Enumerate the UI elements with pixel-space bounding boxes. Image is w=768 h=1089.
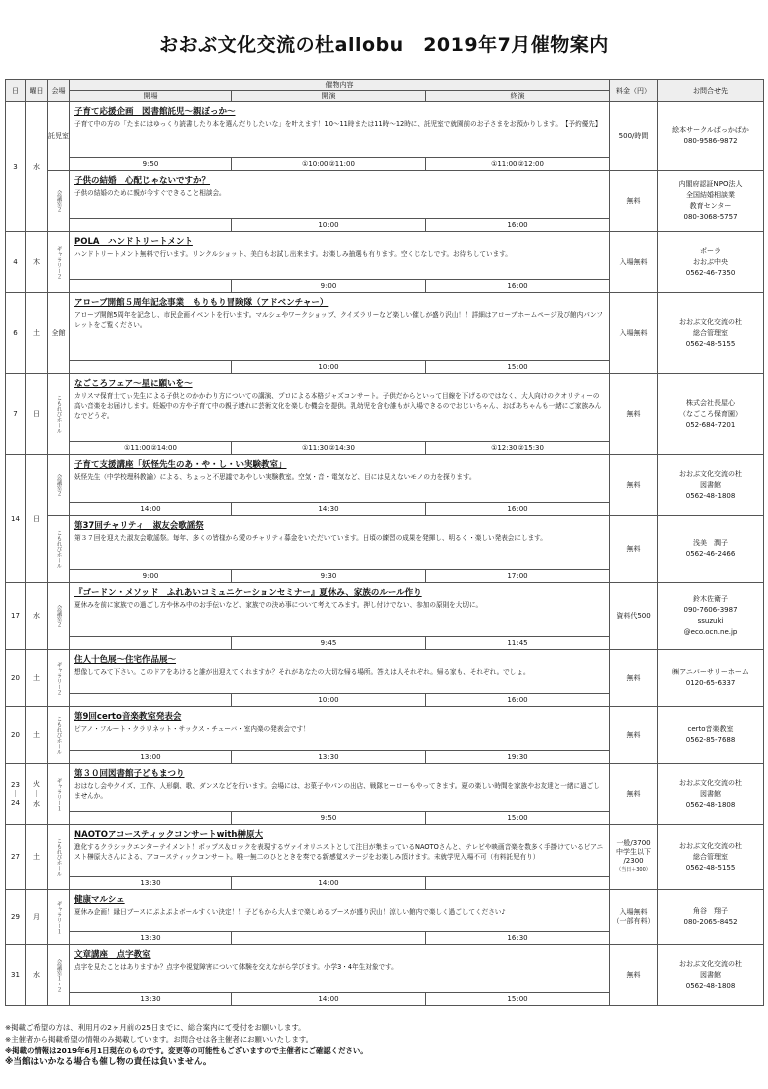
event-venue xyxy=(48,583,70,650)
footer-notes xyxy=(5,1022,763,1068)
event-fee xyxy=(610,374,658,455)
contact-line: 080-9586-9872 xyxy=(683,137,738,145)
contact-line: 鈴木佐衛子 xyxy=(693,595,729,603)
event-time-end: ①12:30②15:30 xyxy=(426,442,610,455)
event-time-end: 16:00 xyxy=(426,280,610,293)
event-description: 第３７回を迎えた淑友会歌謡祭。毎年、多くの皆様から愛のチャリティ募金をいただいています。日頃の練習の成果を発揮し、明るく・楽しい発表会にします。 xyxy=(74,534,547,542)
contact-line: ポーラ xyxy=(700,246,722,255)
event-contact xyxy=(658,650,764,707)
contact-line: 角谷 翔子 xyxy=(693,907,729,915)
event-fee xyxy=(610,293,658,374)
event-time-start: 9:45 xyxy=(232,637,426,650)
event-venue-label: ギャラリー２ xyxy=(55,245,62,279)
event-venue-label: こもれびホール xyxy=(55,394,62,434)
event-venue xyxy=(48,764,70,825)
event-time-start xyxy=(232,932,426,945)
header-weekday: 曜日 xyxy=(26,80,48,102)
contact-line: 図書館 xyxy=(700,480,722,489)
contact-line: 090-7606-3987 xyxy=(683,606,738,614)
event-time-start: 13:30 xyxy=(232,751,426,764)
event-fee xyxy=(610,650,658,707)
event-title: 第9回certo音楽教室発表会 xyxy=(74,712,182,722)
event-fee xyxy=(610,102,658,171)
event-contact xyxy=(658,707,764,764)
contact-line: 0562-46-2466 xyxy=(685,550,736,558)
event-venue-label: ギャラリー２ xyxy=(55,661,62,695)
fee-line: 無料 xyxy=(626,196,641,205)
event-weekday: 土 xyxy=(26,650,48,707)
event-day: 31 xyxy=(6,945,26,1006)
contact-line: おおぶ文化交流の杜 xyxy=(679,469,743,478)
event-content xyxy=(70,374,610,442)
event-fee xyxy=(610,583,658,650)
event-weekday: 日 xyxy=(26,374,48,455)
event-description: 子供の結婚のために親が今すぐできること相談会。 xyxy=(74,189,226,197)
table-row xyxy=(6,945,764,993)
event-content xyxy=(70,650,610,694)
contact-line: @eco.ocn.ne.jp xyxy=(683,628,738,636)
event-description: 妖怪先生（中学校理科教諭）による、ちょっと不思議であやしい実験教室。空気・音・電気など、目には見えないモノの力を探ります。 xyxy=(74,473,476,481)
event-contact xyxy=(658,293,764,374)
fee-line: 入場無料 xyxy=(619,908,648,916)
event-description: ハンドトリートメント無料で行います。リンクルショット、美白もお試し出来ます。お楽しみ抽選も有ります。空くじなしです。お待ちしています。 xyxy=(74,250,512,258)
event-fee xyxy=(610,455,658,516)
event-venue-label: こもれびホール xyxy=(55,529,62,569)
event-venue-label: こもれびホール xyxy=(55,837,62,877)
event-venue-label: 会議室２ xyxy=(55,605,62,627)
event-contact xyxy=(658,455,764,516)
contact-line: おおぶ文化交流の杜 xyxy=(679,841,743,850)
fee-line: 無料 xyxy=(626,409,641,418)
fee-line: 資料代500 xyxy=(616,611,651,620)
event-time-end: 15:00 xyxy=(426,812,610,825)
table-row xyxy=(6,890,764,932)
note-1: ※掲載ご希望の方は、利用月の2ヶ月前の25日までに、総合案内にて受付をお願いします。 xyxy=(5,1023,306,1032)
contact-line: おおぶ中央 xyxy=(693,257,729,266)
event-fee xyxy=(610,825,658,890)
event-time-start: 14:00 xyxy=(232,993,426,1006)
event-venue xyxy=(48,516,70,583)
fee-line: 無料 xyxy=(626,544,641,553)
event-time-start: 10:00 xyxy=(232,694,426,707)
event-title: 第37回チャリティ 淑友会歌謡祭 xyxy=(74,521,204,531)
event-time-open: 13:00 xyxy=(70,751,232,764)
event-venue-label: こもれびホール xyxy=(55,715,62,755)
contact-line: 052-684-7201 xyxy=(685,420,736,429)
header-contact: お問合せ先 xyxy=(658,80,764,102)
contact-line: 内閣府認証NPO法人 xyxy=(678,180,743,188)
event-weekday: 日 xyxy=(26,455,48,583)
event-weekday: 木 xyxy=(26,232,48,293)
contact-line: 総合管理室 xyxy=(693,328,729,337)
event-title: 第３０回図書館子どもまつり xyxy=(74,769,185,779)
contact-line: 0562-48-5155 xyxy=(685,863,736,872)
event-venue xyxy=(48,825,70,890)
event-fee xyxy=(610,707,658,764)
event-venue xyxy=(48,455,70,516)
event-venue-label: 全館 xyxy=(51,329,66,337)
note-4: ※当館はいかなる場合も催し物の責任は負いません。 xyxy=(5,1056,212,1067)
table-row xyxy=(6,583,764,637)
fee-line: （一部有料） xyxy=(612,917,655,925)
event-time-start: ①11:30②14:30 xyxy=(232,442,426,455)
fee-line: 入場無料 xyxy=(619,257,648,266)
event-day: 17 xyxy=(6,583,26,650)
event-description: 夏休み企画！縁日ブースにぷよぷよボールすくい決定！！子どもから大人まで楽しめるブースが盛り沢山！涼しい館内で楽しく過ごしてください♪ xyxy=(74,908,506,916)
event-content xyxy=(70,945,610,993)
event-day: 20 xyxy=(6,650,26,707)
event-description: 夏休みを前に家族での過ごし方や休み中のお手伝いなど、家族での決め事について考えてみます。押し付けでない、参加の原則を大切に。 xyxy=(74,601,483,609)
event-contact xyxy=(658,232,764,293)
event-description: おはなし会やクイズ、工作、人形劇、歌、ダンスなどを行います。会場には、お菓子やパンの出店、戦隊ヒーローもやってきます。夏の楽しい時間を家族やお友達と一緒に過ごしませんか。 xyxy=(74,782,600,800)
event-time-open xyxy=(70,812,232,825)
event-content xyxy=(70,764,610,812)
fee-line: 入場無料 xyxy=(619,328,648,337)
header-end: 終演 xyxy=(426,91,610,102)
event-day: 20 xyxy=(6,707,26,764)
event-time-start: 10:00 xyxy=(232,219,426,232)
event-time-open: 13:30 xyxy=(70,877,232,890)
event-time-end: 16:00 xyxy=(426,503,610,516)
event-time-end: 11:45 xyxy=(426,637,610,650)
event-time-end: 15:00 xyxy=(426,361,610,374)
event-time-end xyxy=(426,877,610,890)
contact-line: 絵本サークルぱっかぱか xyxy=(672,126,749,134)
event-title: 子供の結婚 心配じゃないですか？ xyxy=(74,176,211,186)
note-2: ※主催者から掲載希望の情報のみ掲載しています。お問合せは各主催者にお願いいたします。 xyxy=(5,1034,314,1044)
event-weekday: 土 xyxy=(26,707,48,764)
fee-line: 無料 xyxy=(626,789,641,798)
header-venue: 会場 xyxy=(48,80,70,102)
event-fee xyxy=(610,764,658,825)
event-venue-label: ギャラリー１ xyxy=(55,900,62,934)
table-row xyxy=(6,293,764,361)
event-time-start: ①10:00②11:00 xyxy=(232,158,426,171)
event-fee xyxy=(610,232,658,293)
event-time-open xyxy=(70,694,232,707)
event-content xyxy=(70,102,610,158)
event-contact xyxy=(658,890,764,945)
event-time-end: 16:30 xyxy=(426,932,610,945)
event-content xyxy=(70,516,610,570)
event-day: 4 xyxy=(6,232,26,293)
event-venue xyxy=(48,293,70,374)
event-schedule-table xyxy=(5,79,764,1006)
fee-line: 500/時間 xyxy=(618,131,649,140)
event-time-open xyxy=(70,361,232,374)
header-day: 日 xyxy=(6,80,26,102)
event-content xyxy=(70,707,610,751)
contact-line: 0120-65-6337 xyxy=(685,679,736,687)
event-day: 27 xyxy=(6,825,26,890)
contact-line: 0562-46-7350 xyxy=(685,268,736,277)
event-time-start: 9:50 xyxy=(232,812,426,825)
event-time-open xyxy=(70,637,232,650)
event-venue xyxy=(48,707,70,764)
table-row xyxy=(6,825,764,877)
event-venue xyxy=(48,374,70,455)
event-venue-label: 会議室１・２ xyxy=(55,958,62,992)
table-row xyxy=(6,764,764,812)
contact-line: 教育センター xyxy=(689,202,732,210)
event-description: 進化するクラシックエンターテイメント！ポップス＆ロックを表現するヴァイオリニストとして注目が集まっているNAOTOさんと、テレビや映画音楽を数多く手掛けているピアニスト榊原大さんによる、アコースティックコンサート。唯一無二のひとときを奏でる新感覚ステージをお楽しみ頂けます。未就学児入場不可（有料託児有り） xyxy=(74,843,604,861)
event-title: なごころフェア～星に願いを～ xyxy=(74,379,193,389)
event-description: アローブ開館5周年を記念し、市民企画イベントを行います。マルシェやワークショップ、クイズラリーなど楽しい催しが盛り沢山！！詳細はアローブホームページ及び館内パンフレットをご覧ください。 xyxy=(74,311,604,329)
event-description: 点字を見たことはありますか？点字や視覚障害について体験を交えながら学びます。小学3・4年生対象です。 xyxy=(74,963,398,971)
event-contact xyxy=(658,516,764,583)
contact-line: おおぶ文化交流の杜 xyxy=(679,778,743,787)
event-time-end: 16:00 xyxy=(426,219,610,232)
note-3: ※掲載の情報は2019年6月1日現在のものです。変更等の可能性もございますので主催者にご確認ください。 xyxy=(5,1046,368,1055)
event-title: NAOTOアコースティックコンサートwith榊原大 xyxy=(74,830,263,840)
contact-line: 080-3068-5757 xyxy=(683,213,738,221)
event-venue-label: ギャラリー１ xyxy=(55,777,62,811)
page-title: おおぶ文化交流の杜allobu 2019年7月催物案内 xyxy=(159,34,609,56)
event-time-end: 17:00 xyxy=(426,570,610,583)
event-title: 子育て支援講座「妖怪先生のあ・や・し・い実験教室」 xyxy=(74,460,287,470)
event-weekday: 火 ｜ 水 xyxy=(26,764,48,825)
event-title: POLA ハンドトリートメント xyxy=(74,237,193,247)
fee-line: 中学生以下 xyxy=(616,848,652,856)
contact-line: （なごころ保育園） xyxy=(679,409,743,418)
event-time-start: 9:30 xyxy=(232,570,426,583)
event-contact xyxy=(658,583,764,650)
event-contact xyxy=(658,764,764,825)
event-day: 3 xyxy=(6,102,26,232)
contact-line: 0562-48-5155 xyxy=(685,339,736,348)
fee-line: 一般/3700 xyxy=(616,839,651,847)
event-title: 『ゴードン・メソッド ふれあいコミュニケーションセミナー』夏休み、家族のルール作り xyxy=(74,588,422,598)
contact-line: 図書館 xyxy=(700,970,722,979)
table-row xyxy=(6,707,764,751)
fee-line: 無料 xyxy=(626,970,641,979)
event-time-start: 14:30 xyxy=(232,503,426,516)
event-time-open xyxy=(70,280,232,293)
event-content xyxy=(70,455,610,503)
event-contact xyxy=(658,171,764,232)
event-time-open: ①11:00②14:00 xyxy=(70,442,232,455)
event-weekday: 水 xyxy=(26,945,48,1006)
contact-line: ssuzuki xyxy=(697,617,724,625)
event-time-open: 9:00 xyxy=(70,570,232,583)
event-day: 6 xyxy=(6,293,26,374)
event-contact xyxy=(658,102,764,171)
event-time-open: 13:30 xyxy=(70,932,232,945)
event-venue xyxy=(48,232,70,293)
event-time-end: 15:00 xyxy=(426,993,610,1006)
fee-line: /2300 xyxy=(623,857,644,865)
event-venue-label: 会議室２ xyxy=(55,190,62,212)
contact-line: 080-2065-8452 xyxy=(683,918,738,926)
event-title: 文章講座 点字教室 xyxy=(74,950,151,960)
event-description: カリスマ保育士てぃ先生による子供とのかかわり方についての講演、プロによる本格ジャズコンサート。子供だからといって目線を下げるのではなく、大人向けのクオリティーの高い音楽をお届けします。妊娠中の方や子育て中の親子連れに芸術文化を楽しむ機会を提供。乳幼児を含む誰もが入場できるのでおじいちゃん、おばあちゃんも一緒にご家族みんなでどうぞ。 xyxy=(74,392,602,420)
event-weekday: 土 xyxy=(26,825,48,890)
event-venue xyxy=(48,945,70,1006)
event-time-start: 14:00 xyxy=(232,877,426,890)
table-row xyxy=(6,455,764,503)
event-contact xyxy=(658,825,764,890)
event-venue xyxy=(48,102,70,171)
table-row xyxy=(6,102,764,158)
event-title: 住人十色展～住宅作品展～ xyxy=(74,655,177,665)
event-content xyxy=(70,890,610,932)
event-venue xyxy=(48,171,70,232)
contact-line: 全国結婚相談業 xyxy=(686,191,736,199)
contact-line: 0562-48-1808 xyxy=(685,800,736,809)
header-event: 催物内容 xyxy=(70,80,610,91)
event-venue-label: 託児室 xyxy=(48,132,69,140)
event-title: 子育て応援企画 図書館託児～親ぼっか～ xyxy=(74,107,236,117)
event-time-start: 9:00 xyxy=(232,280,426,293)
table-row xyxy=(6,650,764,694)
contact-line: おおぶ文化交流の杜 xyxy=(679,959,743,968)
event-day: 7 xyxy=(6,374,26,455)
event-venue xyxy=(48,650,70,707)
event-description: ピアノ・フルート・クラリネット・サックス・チューバ・室内楽の発表会です！ xyxy=(74,725,310,733)
contact-line: certo音楽教室 xyxy=(687,725,734,733)
event-content xyxy=(70,825,610,877)
event-time-open xyxy=(70,219,232,232)
contact-line: 総合管理室 xyxy=(693,852,729,861)
header-open: 開場 xyxy=(70,91,232,102)
contact-line: 0562-48-1808 xyxy=(685,981,736,990)
event-fee xyxy=(610,890,658,945)
event-time-end: ①11:00②12:00 xyxy=(426,158,610,171)
event-description: 想像してみて下さい。このドアをあけると誰が出迎えてくれますか？それがあなたの大切な帰る場所。答えは人それぞれ。帰る家も、それぞれ。でしょ。 xyxy=(74,668,530,676)
contact-line: 浅美 潤子 xyxy=(693,539,729,547)
contact-line: ㈱アニバーサリーホーム xyxy=(672,668,749,676)
event-fee xyxy=(610,171,658,232)
event-time-open: 13:30 xyxy=(70,993,232,1006)
event-content xyxy=(70,293,610,361)
table-row xyxy=(6,516,764,570)
event-weekday: 月 xyxy=(26,890,48,945)
event-title: アローブ開館５周年記念事業 もりもり冒険隊（アドベンチャー） xyxy=(74,298,329,308)
event-time-start: 10:00 xyxy=(232,361,426,374)
header-fee: 料金（円） xyxy=(610,80,658,102)
table-row xyxy=(6,374,764,442)
contact-line: 図書館 xyxy=(700,789,722,798)
table-row xyxy=(6,171,764,219)
event-venue xyxy=(48,890,70,945)
contact-line: おおぶ文化交流の杜 xyxy=(679,317,743,326)
event-contact xyxy=(658,945,764,1006)
event-time-open: 14:00 xyxy=(70,503,232,516)
contact-line: 株式会社長屋心 xyxy=(686,398,736,407)
contact-line: 0562-85-7688 xyxy=(685,736,736,744)
fee-line: 無料 xyxy=(626,673,641,682)
event-fee xyxy=(610,516,658,583)
event-weekday: 水 xyxy=(26,583,48,650)
fee-line: 無料 xyxy=(626,480,641,489)
event-content xyxy=(70,583,610,637)
event-weekday: 水 xyxy=(26,102,48,232)
event-content xyxy=(70,171,610,219)
event-content xyxy=(70,232,610,280)
event-time-open: 9:50 xyxy=(70,158,232,171)
contact-line: 0562-48-1808 xyxy=(685,491,736,500)
event-day: 14 xyxy=(6,455,26,583)
event-fee xyxy=(610,945,658,1006)
event-rows xyxy=(6,102,764,1006)
event-weekday: 土 xyxy=(26,293,48,374)
event-day: 29 xyxy=(6,890,26,945)
event-title: 健康マルシェ xyxy=(74,895,125,905)
event-contact xyxy=(658,374,764,455)
event-time-end: 19:30 xyxy=(426,751,610,764)
event-description: 子育て中の方の「たまにはゆっくり読書したり本を選んだりしたいな」を叶えます！10～11時または11時～12時に、託児室で就園前のお子さまをお預かりします。 【予約優先】 xyxy=(74,120,602,128)
fee-line: （当日＋300） xyxy=(616,867,651,873)
event-day: 23 ｜ 24 xyxy=(6,764,26,825)
table-row xyxy=(6,232,764,280)
event-venue-label: 会議室２ xyxy=(55,474,62,496)
event-time-end: 16:00 xyxy=(426,694,610,707)
fee-line: 無料 xyxy=(626,730,641,739)
header-start: 開演 xyxy=(232,91,426,102)
